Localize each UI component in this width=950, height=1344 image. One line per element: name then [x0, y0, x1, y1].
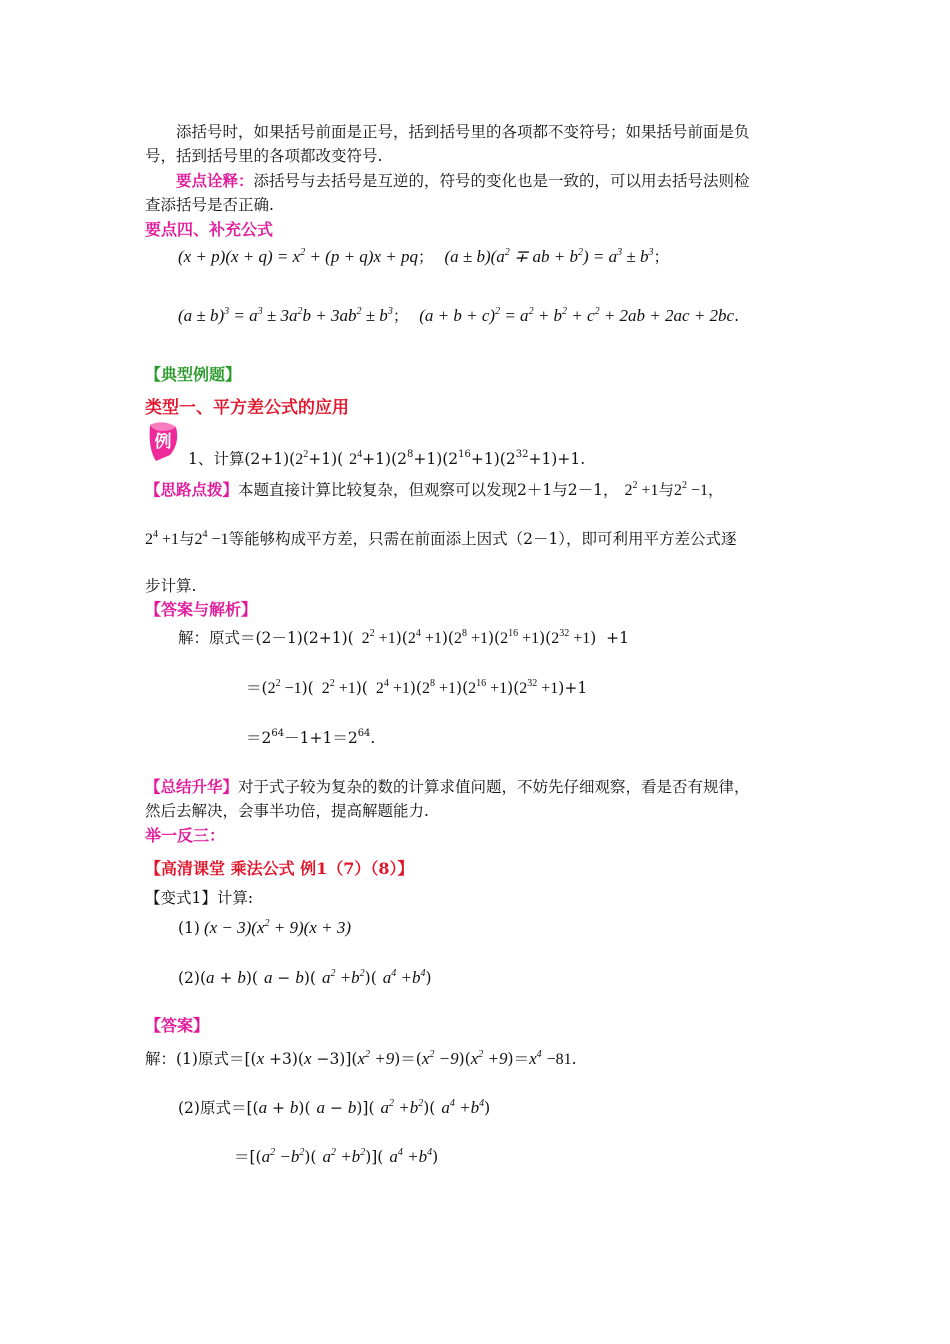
answer-line: (2)原式＝[(a + b)( a − b)]( $a^2 +b^2$)( $a^4 +b^4$)	[178, 1098, 491, 1117]
summary-line: 【总结升华】对于式子较为复杂的数的计算求值问题，不妨先仔细观察，看是否有规律，	[145, 777, 750, 796]
example-badge-label: 例	[154, 432, 172, 452]
variant-item: (2)(a + b)( a − b)( $a^2 +b^2$)( $a^4 +b^4$)	[178, 968, 432, 987]
examples-title: 【典型例题】	[145, 365, 242, 384]
paragraph-line: 号，括到括号里的各项都改变符号.	[145, 147, 383, 165]
answer-line: 解：(1)原式$=[(x +3)(x -3)](x^2 +9)=(x^2 -9)(x^2 +9)=x^4 -81$.	[145, 1049, 577, 1068]
variant-item: (1) $(x - 3)(x^2 + 9)(x + 3)$	[178, 918, 351, 937]
variant-title: 【变式1】计算:	[145, 889, 254, 907]
paragraph-line: 添括号时，如果括号前面是正号，括到括号里的各项都不变符号；如果括号前面是负	[176, 123, 750, 141]
key-point-line: 要点诠释：添括号与去括号是互逆的，符号的变化也是一致的，可以用去括号法则检	[176, 171, 750, 190]
question-line: 1、计算$(2+1)(2^2+1)$( $2^4+1)(2^8+1)(2^{16}+1)(2^{32}+1)+1$.	[188, 449, 586, 468]
solution-line: 解：原式＝(2－1)(2+1)( $2^2 +1)(2^4 +1)(2^8 +1)(2^{16} +1)(2^{32} +1) +1$	[178, 628, 630, 647]
solution-line: $=2^{64}-1+1=2^{64}$.	[246, 728, 376, 747]
solution-line: $=(2^2 -1)$( $2^2 +1$)( $2^4 +1)(2^8 +1)(2^{16} +1)(2^{32} +1)+1$	[246, 678, 588, 697]
practice-title: 举一反三：	[145, 826, 226, 845]
hint-line: 步计算.	[145, 577, 197, 595]
summary-line: 然后去解决，会事半功倍，提高解题能力.	[145, 802, 429, 820]
formula-line: $(a \pm b)^3 = a^3 \pm 3a^2b + 3ab^2 \pm b^3$； $(a + b + c)^2 = a^2 + b^2 + c^2 + 2ab + 2ac + 2bc$.	[178, 306, 740, 325]
video-title: 【高清课堂 乘法公式 例1（7）（8）】	[145, 859, 414, 878]
answer-title: 【答案与解析】	[145, 600, 258, 619]
section-title: 要点四、补充公式	[145, 220, 274, 239]
paragraph-line: 查添括号是否正确.	[145, 196, 274, 214]
answer-line: $=[(a^2 -b^2)$( $a^2 +b^2$)]( $a^4 +b^4$)	[234, 1147, 439, 1166]
answer-label: 【答案】	[145, 1016, 210, 1035]
type-title: 类型一、平方差公式的应用	[145, 398, 349, 418]
hint-line: $2^4 +1$与$2^4 -1$等能够构成平方差，只需在前面添上因式（2－1），即可利用平方差公式逐	[145, 529, 737, 548]
formula-line: $(x + p)(x + q) = x^2 + (p + q)x$ + pq； $(a \pm b)(a^2$ ∓ ab + $b^2) = a^3 \pm b^3$；	[178, 247, 669, 266]
example-badge-icon	[146, 421, 180, 463]
hint-line: 【思路点拨】本题直接计算比较复杂，但观察可以发现2＋1与2－1， $2^2 +1$与$2^2 -1$，	[145, 480, 724, 499]
